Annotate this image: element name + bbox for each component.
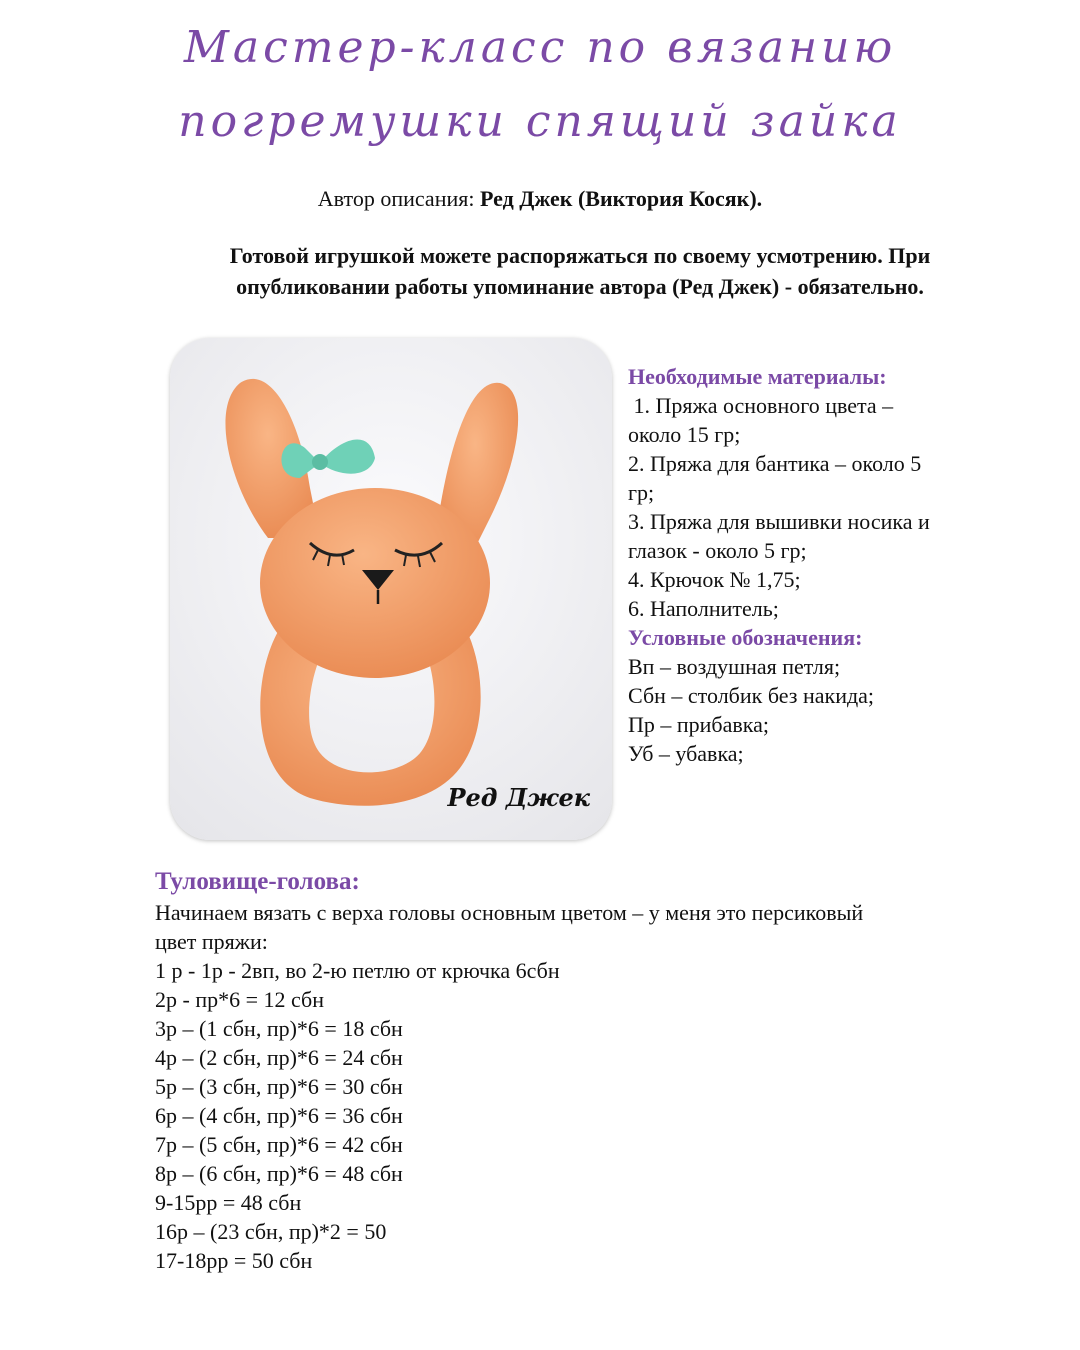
usage-notice-line-1: Готовой игрушкой можете распоряжаться по своему усмотрению. При — [229, 243, 931, 268]
instruction-line: 1 р - 1р - 2вп, во 2-ю петлю от крючка 6сбн — [155, 958, 560, 983]
instruction-line: 2р - пр*6 = 12 сбн — [155, 987, 325, 1012]
bunny-rattle-illustration — [170, 338, 612, 840]
usage-notice — [120, 240, 1040, 302]
usage-notice-line-2: опубликовании работы упоминание автора (Ред Джек) - обязательно. — [236, 274, 924, 299]
instruction-line: 17-18рр = 50 сбн — [155, 1248, 313, 1273]
legend-item: Уб – убавка; — [628, 741, 744, 766]
materials-item: 2. Пряжа для бантика – около 5 — [628, 451, 922, 476]
materials-item: 3. Пряжа для вышивки носика и — [628, 509, 930, 534]
author-line — [0, 186, 1080, 212]
instruction-line: 4р – (2 сбн, пр)*6 = 24 сбн — [155, 1045, 403, 1070]
instruction-line: 7р – (5 сбн, пр)*6 = 42 сбн — [155, 1132, 403, 1157]
materials-item: гр; — [628, 480, 655, 505]
body-head-heading: Туловище-голова: — [155, 868, 360, 895]
author-label: Автор описания: — [317, 186, 475, 211]
instruction-line: Начинаем вязать с верха головы основным цветом – у меня это персиковый — [155, 900, 864, 925]
legend-item: Пр – прибавка; — [628, 712, 770, 737]
page-title-line-2: погремушки спящий зайка — [178, 96, 902, 147]
instruction-line: 8р – (6 сбн, пр)*6 = 48 сбн — [155, 1161, 403, 1186]
materials-item: около 15 гр; — [628, 422, 741, 447]
materials-item: 1. Пряжа основного цвета – — [628, 393, 894, 418]
instruction-line: 3р – (1 сбн, пр)*6 = 18 сбн — [155, 1016, 403, 1041]
instruction-line: 6р – (4 сбн, пр)*6 = 36 сбн — [155, 1103, 403, 1128]
instruction-line: 16р – (23 сбн, пр)*2 = 50 — [155, 1219, 387, 1244]
materials-heading: Необходимые материалы: — [628, 364, 887, 389]
legend-heading: Условные обозначения: — [628, 625, 863, 650]
instruction-line: 5р – (3 сбн, пр)*6 = 30 сбн — [155, 1074, 403, 1099]
materials-panel — [628, 362, 1008, 768]
legend-item: Вп – воздушная петля; — [628, 654, 841, 679]
bow-knot — [312, 454, 328, 470]
toy-photo — [170, 338, 612, 840]
materials-item: 4. Крючок № 1,75; — [628, 567, 801, 592]
materials-item: 6. Наполнитель; — [628, 596, 779, 621]
instruction-line: цвет пряжи: — [155, 929, 268, 954]
body-head-section — [155, 866, 1035, 1275]
instruction-line: 9-15рр = 48 сбн — [155, 1190, 302, 1215]
materials-item: глазок - около 5 гр; — [628, 538, 807, 563]
author-name: Ред Джек (Виктория Косяк). — [479, 186, 763, 211]
photo-signature: Ред Джек — [447, 783, 590, 812]
page-title-line-1: Мастер-класс по вязанию — [183, 22, 897, 73]
legend-item: Сбн – столбик без накида; — [628, 683, 875, 708]
